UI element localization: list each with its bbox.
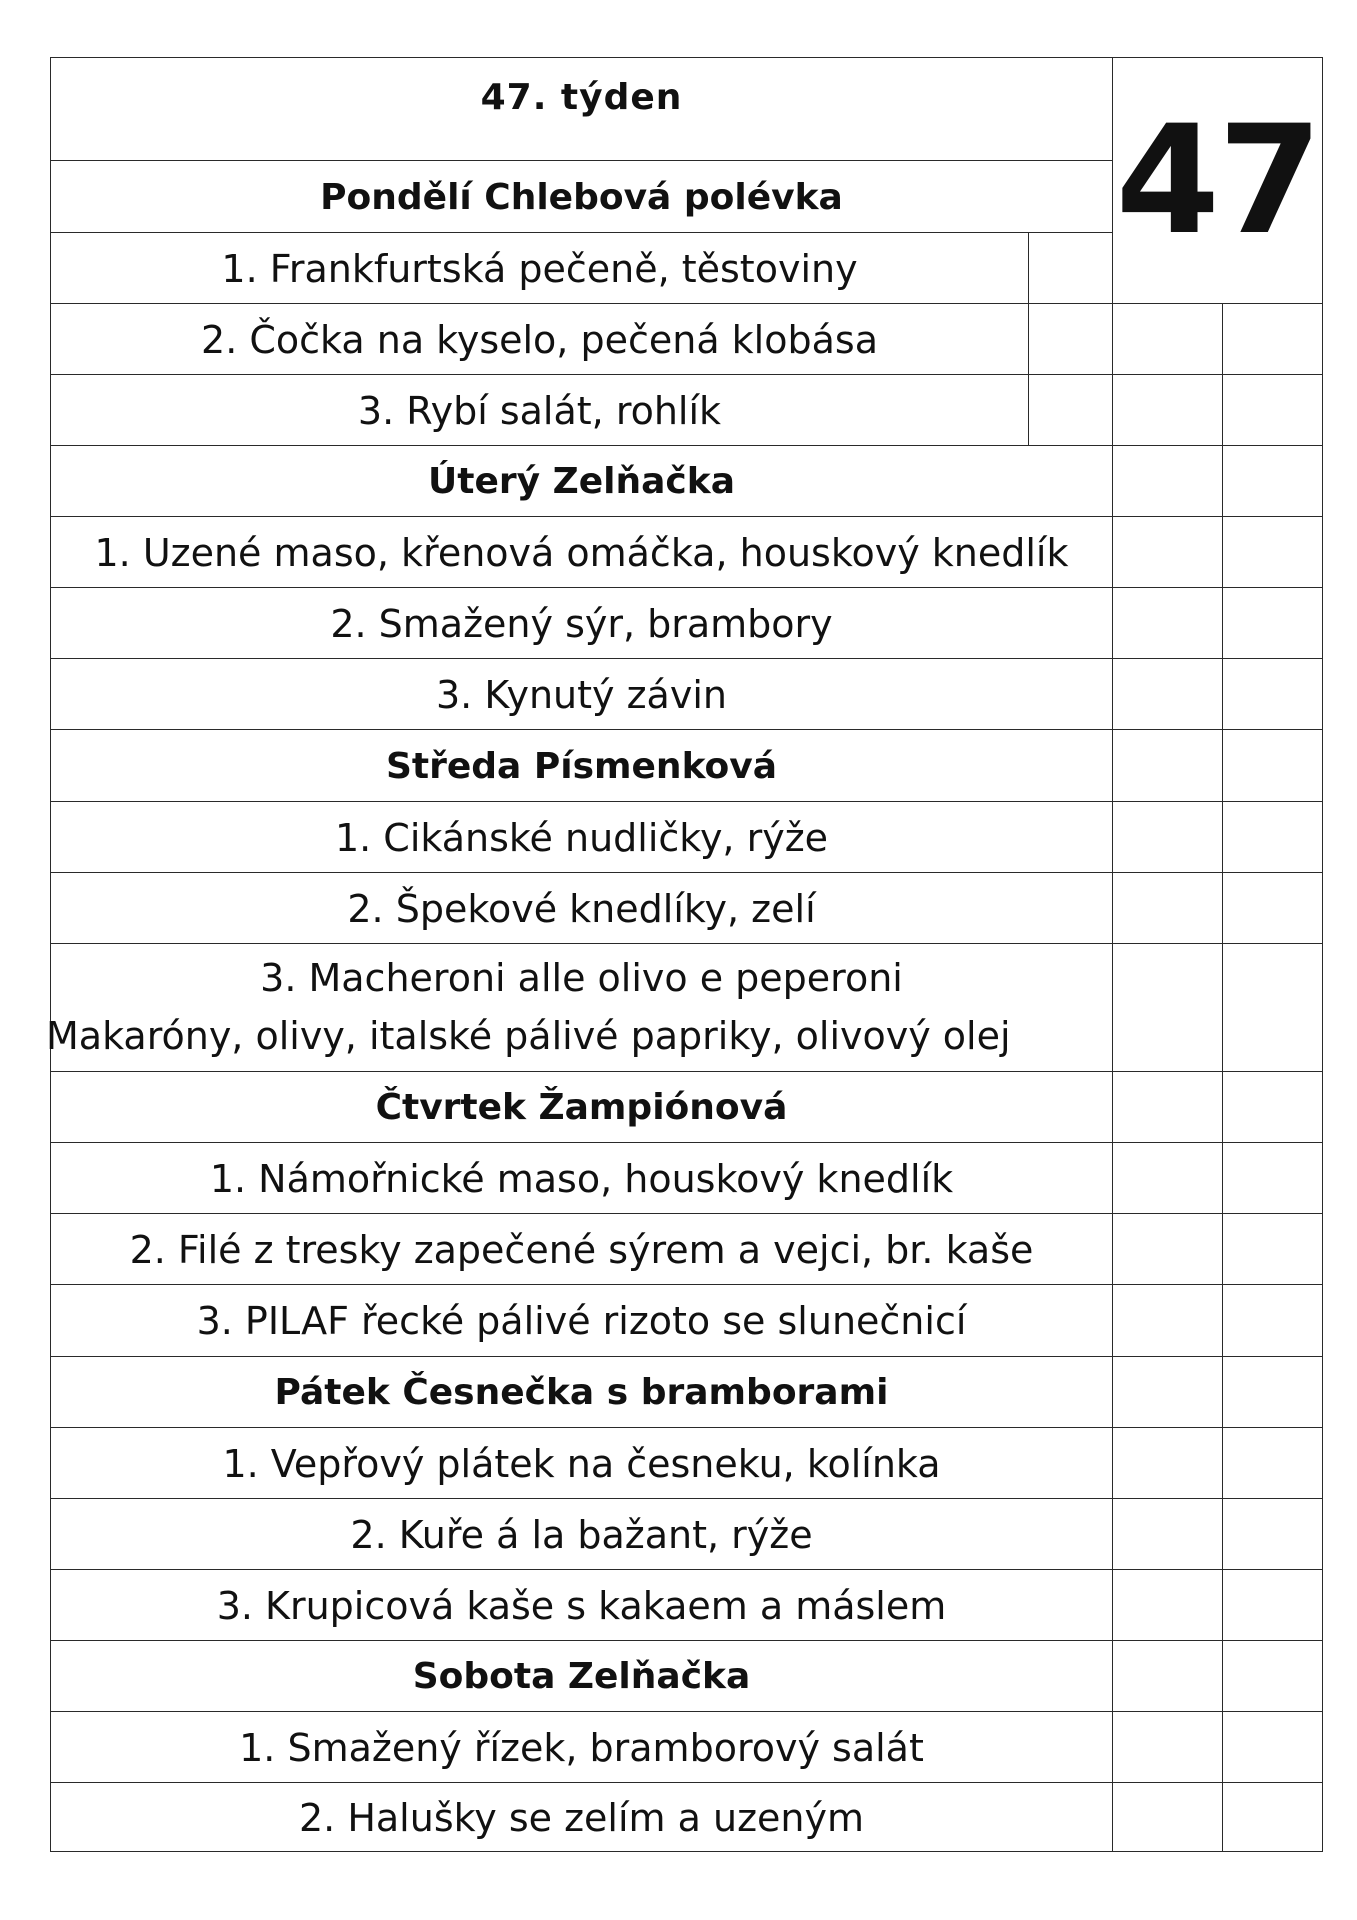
check-box[interactable] — [1223, 375, 1323, 446]
weekly-menu-table — [46, 57, 1323, 1852]
day-label-friday: Pátek Česnečka s bramborami — [274, 1372, 889, 1413]
dish-text: 3. PILAF řecké pálivé rizoto se slunečnicí — [196, 1299, 967, 1343]
dish-text: 2. Filé z tresky zapečené sýrem a vejci, br. kaše — [129, 1227, 1034, 1272]
dish-text: 2. Čočka na kyselo, pečená klobása — [201, 317, 878, 362]
check-box[interactable] — [1223, 446, 1323, 517]
check-box[interactable] — [1113, 802, 1223, 873]
dish-text: 1. Cikánské nudličky, rýže — [334, 815, 829, 860]
check-box[interactable] — [1223, 1712, 1323, 1783]
check-box[interactable] — [1223, 1357, 1323, 1428]
dish-text: 2. Halušky se zelím a uzeným — [298, 1795, 864, 1840]
dish-text-line1: 3. Macheroni alle olivo e peperoni — [260, 956, 903, 1000]
check-box[interactable] — [1113, 446, 1223, 517]
check-box[interactable] — [1029, 233, 1113, 304]
check-box[interactable] — [1113, 1285, 1223, 1357]
check-box[interactable] — [1223, 304, 1323, 375]
dish-text: 3. Kynutý závin — [436, 672, 727, 717]
day-label-monday: Pondělí Chlebová polévka — [320, 176, 843, 218]
check-box[interactable] — [1113, 873, 1223, 944]
check-box[interactable] — [1223, 588, 1323, 659]
check-box[interactable] — [1223, 1072, 1323, 1143]
check-box[interactable] — [1113, 730, 1223, 802]
check-box[interactable] — [1223, 1641, 1323, 1712]
dish-text: 3. Rybí salát, rohlík — [357, 388, 722, 433]
check-box[interactable] — [1223, 517, 1323, 588]
check-box[interactable] — [1223, 873, 1323, 944]
check-box[interactable] — [1223, 944, 1323, 1072]
check-box[interactable] — [1113, 1143, 1223, 1214]
week-number: 47 — [1115, 93, 1321, 268]
dish-text: 1. Námořnické maso, houskový knedlík — [209, 1156, 954, 1201]
check-box[interactable] — [1113, 659, 1223, 730]
day-label-saturday: Sobota Zelňačka — [412, 1656, 751, 1697]
check-box[interactable] — [1113, 588, 1223, 659]
check-box[interactable] — [1223, 1428, 1323, 1499]
dish-text: 1. Vepřový plátek na česneku, kolínka — [222, 1441, 941, 1486]
check-box[interactable] — [1113, 1499, 1223, 1570]
check-box[interactable] — [1223, 730, 1323, 802]
check-box[interactable] — [1223, 659, 1323, 730]
check-box[interactable] — [1029, 304, 1113, 375]
check-box[interactable] — [1029, 375, 1113, 446]
dish-text: 2. Kuře á la bažant, rýže — [350, 1512, 813, 1557]
check-box[interactable] — [1223, 1214, 1323, 1285]
check-box[interactable] — [1223, 1783, 1323, 1852]
check-box[interactable] — [1113, 1214, 1223, 1285]
check-box[interactable] — [1223, 1285, 1323, 1357]
check-box[interactable] — [1113, 1783, 1223, 1852]
dish-text: 1. Frankfurtská pečeně, těstoviny — [221, 246, 858, 291]
check-box[interactable] — [1113, 1428, 1223, 1499]
day-label-tuesday: Úterý Zelňačka — [428, 461, 735, 502]
check-box[interactable] — [1113, 517, 1223, 588]
day-label-thursday: Čtvrtek Žampiónová — [375, 1087, 788, 1128]
dish-text: 1. Uzené maso, křenová omáčka, houskový knedlík — [94, 530, 1069, 575]
check-box[interactable] — [1113, 1641, 1223, 1712]
dish-text: 2. Smažený sýr, brambory — [330, 601, 833, 646]
check-box[interactable] — [1223, 802, 1323, 873]
dish-text-line2: Makaróny, olivy, italské pálivé papriky, olivový olej — [46, 1014, 1011, 1058]
check-box[interactable] — [1113, 1712, 1223, 1783]
check-box[interactable] — [1113, 944, 1223, 1072]
check-box[interactable] — [1223, 1499, 1323, 1570]
dish-text: 3. Krupicová kaše s kakaem a máslem — [216, 1583, 947, 1628]
week-title: 47. týden — [480, 77, 683, 118]
day-label-wednesday: Středa Písmenková — [385, 745, 778, 787]
dish-text: 2. Špekové knedlíky, zelí — [347, 886, 816, 931]
check-box[interactable] — [1223, 1570, 1323, 1641]
check-box[interactable] — [1113, 304, 1223, 375]
check-box[interactable] — [1113, 375, 1223, 446]
check-box[interactable] — [1113, 1357, 1223, 1428]
dish-text: 1. Smažený řízek, bramborový salát — [239, 1725, 924, 1770]
check-box[interactable] — [1113, 1072, 1223, 1143]
check-box[interactable] — [1113, 1570, 1223, 1641]
check-box[interactable] — [1223, 1143, 1323, 1214]
